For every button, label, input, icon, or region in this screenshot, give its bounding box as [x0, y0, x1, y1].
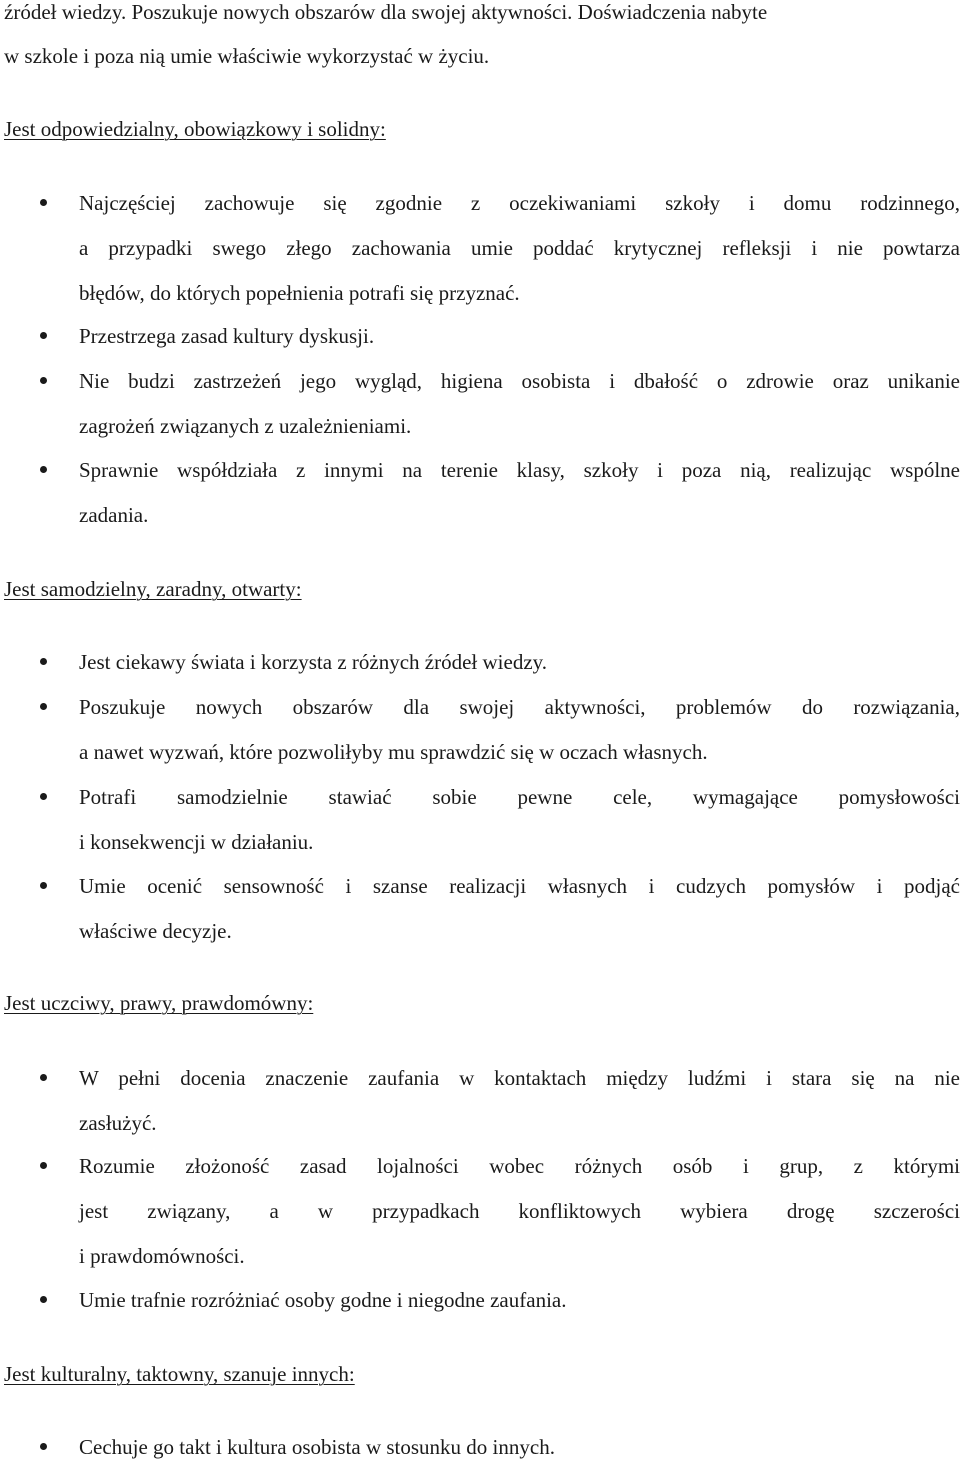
- list-item: Nie budzi zastrzeżeń jego wygląd, higiena osobista i dbałość o zdrowie oraz unikanie zagrożeń związanych z uzależnieniami.: [79, 369, 960, 438]
- bullet-icon: [40, 466, 47, 473]
- bullet-icon: [40, 199, 47, 206]
- section-heading-responsible: Jest odpowiedzialny, obowiązkowy i solidny:: [4, 117, 386, 141]
- list-item: Umie trafnie rozróżniać osoby godne i niegodne zaufania.: [79, 1288, 567, 1312]
- intro-line-1: źródeł wiedzy. Poszukuje nowych obszarów dla swojej aktywności. Doświadczenia nabyte: [4, 0, 768, 24]
- intro-line-2: w szkole i poza nią umie właściwie wykorzystać w życiu.: [4, 44, 490, 68]
- bullet-icon: [40, 1443, 47, 1450]
- section-heading-honest: Jest uczciwy, prawy, prawdomówny:: [4, 991, 314, 1015]
- list-item: Najczęściej zachowuje się zgodnie z oczekiwaniami szkoły i domu rodzinnego, a przypadki swego złego zachowania umie poddać krytycznej refleksji i nie powtarza błędów, do których popełnienia potrafi się przyznać.: [79, 191, 960, 305]
- section-heading-independent: Jest samodzielny, zaradny, otwarty:: [4, 577, 302, 601]
- list-item: Rozumie złożoność zasad lojalności wobec różnych osób i grup, z którymi jest związany, a w przypadkach konfliktowych wybiera drogę szczerości i prawdomówności.: [79, 1154, 960, 1268]
- list-item: Poszukuje nowych obszarów dla swojej aktywności, problemów do rozwiązania, a nawet wyzwań, które pozwoliłyby mu sprawdzić się w oczach własnych.: [79, 695, 960, 764]
- bullet-icon: [40, 658, 47, 665]
- bullet-icon: [40, 703, 47, 710]
- list-item: Jest ciekawy świata i korzysta z różnych źródeł wiedzy.: [79, 650, 548, 674]
- bullet-icon: [40, 793, 47, 800]
- bullet-icon: [40, 332, 47, 339]
- bullet-icon: [40, 1162, 47, 1169]
- list-item: W pełni docenia znaczenie zaufania w kontaktach między ludźmi i stara się na nie zasłużyć.: [79, 1066, 960, 1135]
- list-item: Sprawnie współdziała z innymi na terenie klasy, szkoły i poza nią, realizując wspólne zadania.: [79, 458, 960, 527]
- bullet-icon: [40, 1296, 47, 1303]
- bullet-icon: [40, 377, 47, 384]
- list-item: Cechuje go takt i kultura osobista w stosunku do innych.: [79, 1435, 555, 1459]
- section-heading-cultured: Jest kulturalny, taktowny, szanuje innych:: [4, 1362, 355, 1386]
- list-item: Umie ocenić sensowność i szanse realizacji własnych i cudzych pomysłów i podjąć właściwe decyzje.: [79, 874, 960, 943]
- list-item: Przestrzega zasad kultury dyskusji.: [79, 324, 375, 348]
- list-item: Potrafi samodzielnie stawiać sobie pewne cele, wymagające pomysłowości i konsekwencji w działaniu.: [79, 785, 960, 854]
- bullet-icon: [40, 1074, 47, 1081]
- bullet-icon: [40, 882, 47, 889]
